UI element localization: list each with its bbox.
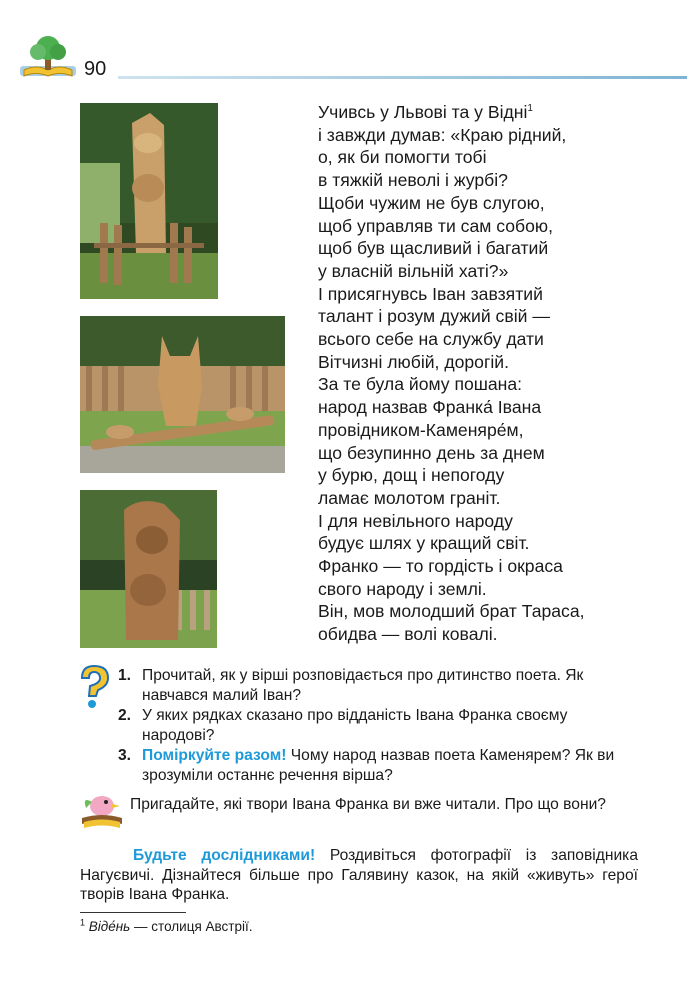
footnote-text: — столиця Австрії. xyxy=(130,919,253,934)
poem-line: і завжди думав: «Краю рідний, xyxy=(318,124,567,145)
poem-line: талант і розум дужий свій — xyxy=(318,306,550,327)
poem-line: обидва — волі ковалі. xyxy=(318,624,498,645)
poem-line: будує шлях у кращий світ. xyxy=(318,533,530,554)
page-number: 90 xyxy=(84,58,107,80)
question-item xyxy=(118,746,638,785)
recall-task: Пригадайте, які твори Івана Франка ви вже читали. Про що вони? xyxy=(130,796,606,813)
poem-line: о, як би помогти тобі xyxy=(318,147,487,168)
research-task xyxy=(80,846,638,905)
poem-line: що безупинно день за днем xyxy=(318,442,545,463)
poem-line: Вітчизні любій, дорогій. xyxy=(318,351,509,372)
question-mark-icon xyxy=(76,664,112,715)
poem-line: всього себе на службу дати xyxy=(318,329,544,350)
poem-line: свого народу і землі. xyxy=(318,578,487,599)
footnote-term: Віде́нь xyxy=(88,919,131,934)
question-highlight: Поміркуйте разом! xyxy=(142,747,287,765)
question-number: 3. xyxy=(118,747,132,765)
poem-line: в тяжкій неволі і журбі? xyxy=(318,170,508,191)
tree-book-icon xyxy=(20,34,76,85)
question-item xyxy=(118,706,638,745)
poem xyxy=(318,101,585,646)
poem-line: І для невільного народу xyxy=(318,510,513,531)
research-highlight: Будьте дослідниками! xyxy=(133,847,316,864)
poem-line: народ назвав Франка́ Івана xyxy=(318,397,542,418)
poem-line: у бурю, дощ і непогоду xyxy=(318,465,505,486)
footnote xyxy=(80,919,252,934)
research-text: Роздивіться фотографії із заповідника Нагуєвичі. Дізнайтеся більше про Галявину казок, на якій «живуть» герої творів Івана Франка. xyxy=(80,847,638,904)
poem-line: щоб був щасливий і багатий xyxy=(318,238,549,259)
question-number: 2. xyxy=(118,707,132,725)
question-text: У яких рядках сказано про відданість Івана Франка своєму народові? xyxy=(142,707,568,744)
photo-wooden-relief-sculpture xyxy=(80,490,217,653)
footnote-number: 1 xyxy=(80,917,86,928)
header-divider xyxy=(118,76,687,79)
question-text: Прочитай, як у вірші розповідається про дитинство поета. Як навчався малий Іван? xyxy=(142,667,584,704)
poem-line: щоб управляв ти сам собою, xyxy=(318,215,553,236)
poem-line: За те була йому пошана: xyxy=(318,374,523,395)
poem-line: Франко — то гордість і окраса xyxy=(318,556,563,577)
question-item xyxy=(118,666,638,705)
photo-wooden-totem-sculpture xyxy=(80,103,218,304)
footnote-divider xyxy=(80,912,186,913)
poem-line: І присягнувсь Іван завзятий xyxy=(318,283,543,304)
poem-line: Він, мов молодший брат Тараса, xyxy=(318,601,585,622)
questions-list xyxy=(118,666,638,787)
question-text: Чому народ назвав поета Каменярем? Як ви зрозуміли останнє речення вірша? xyxy=(142,747,615,784)
bird-reading-icon xyxy=(78,792,124,837)
poem-line: у власній вільній хаті?» xyxy=(318,260,509,281)
poem-line: провідником-Каменяре́м, xyxy=(318,419,524,440)
question-number: 1. xyxy=(118,667,132,684)
poem-line: Учивсь у Львові та у Відні$^1$ xyxy=(318,102,533,122)
poem-line: Щоби чужим не був слугою, xyxy=(318,192,545,213)
footnote-marker: 1 xyxy=(527,103,533,115)
poem-line: ламає молотом граніт. xyxy=(318,487,501,508)
photo-wooden-cat-and-mice-sculpture xyxy=(80,316,285,478)
